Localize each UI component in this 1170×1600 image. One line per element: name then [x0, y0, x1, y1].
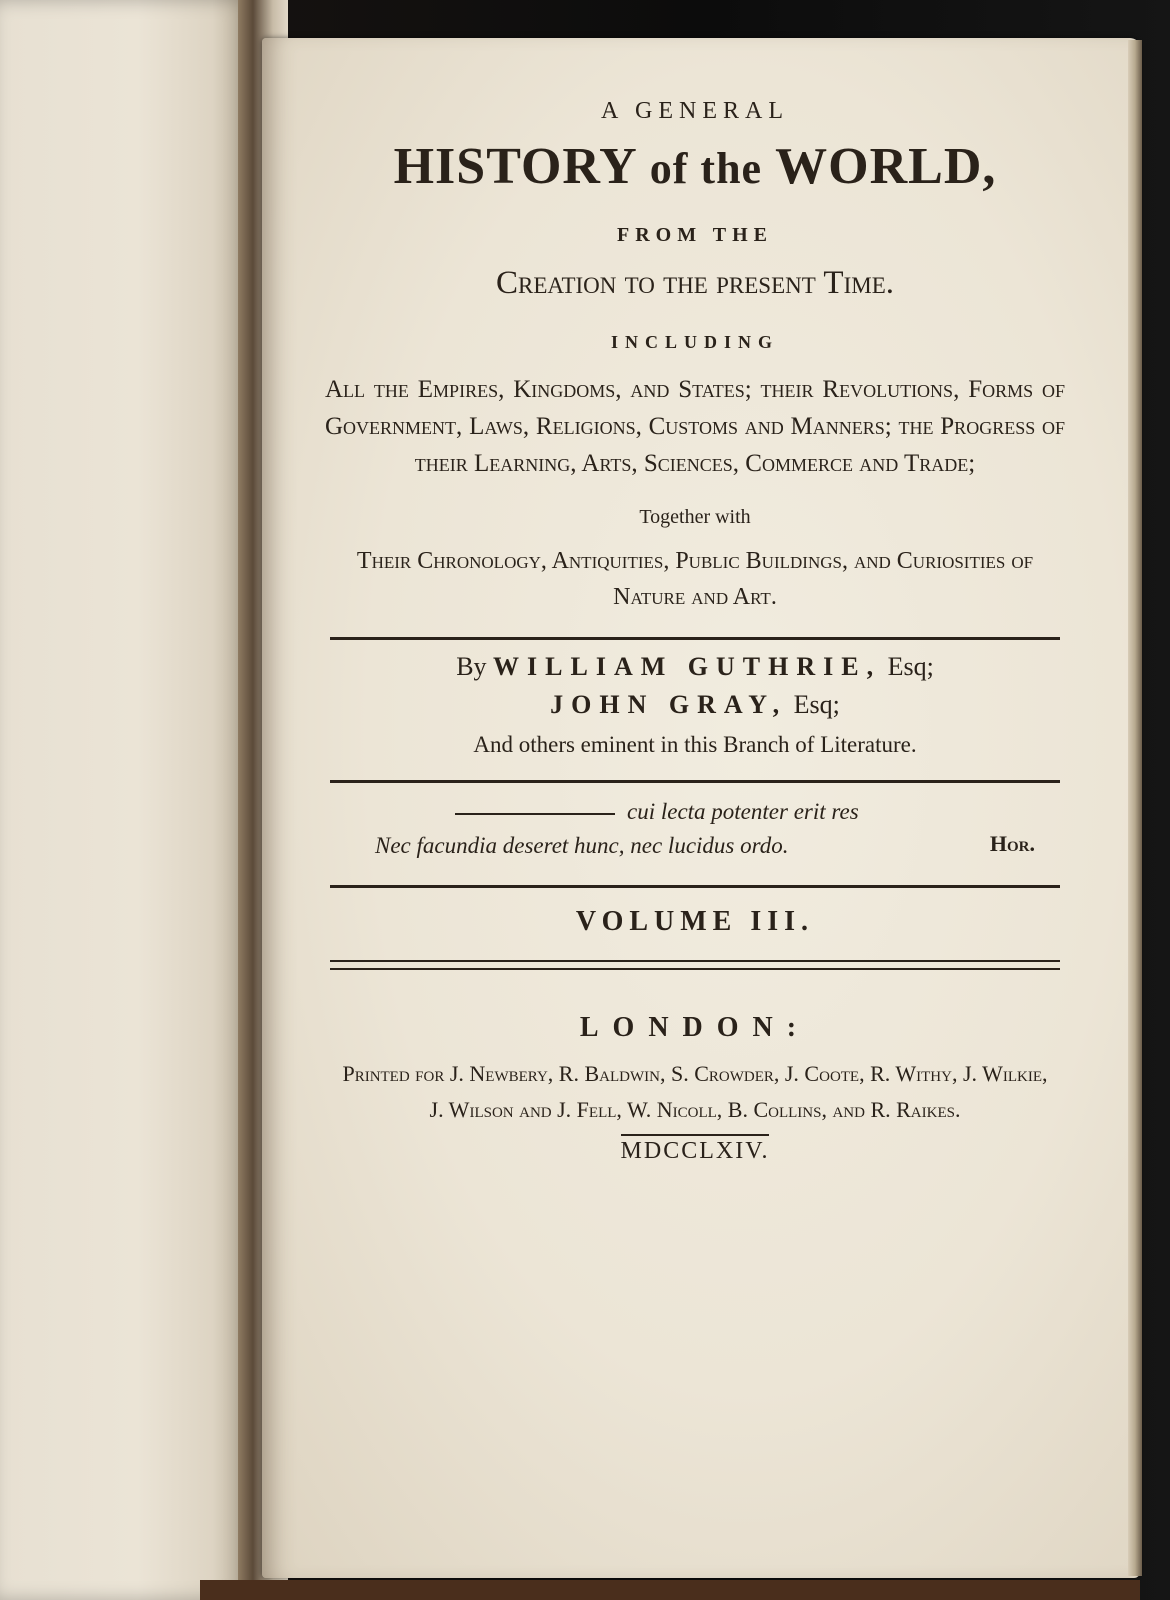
page-edge — [1128, 40, 1142, 1576]
author-gray: JOHN GRAY, — [550, 690, 788, 719]
title-page-text — [300, 60, 1090, 1165]
volume-number: VOLUME III. — [575, 906, 815, 937]
epigraph-line-1 — [355, 795, 1035, 829]
title-of-the: of the — [649, 144, 763, 193]
epigraph-line-2: Nec facundia deseret hunc, nec lucidus ordo. — [375, 833, 789, 858]
including-label: INCLUDING — [610, 332, 779, 352]
imprint-printers: Printed for J. Newbery, R. Baldwin, S. Crowder, J. Coote, R. Withy, J. Wilkie, J. Wilson and J. Fell, W. Nicoll, B. Collins, and R. Raikes. — [342, 1061, 1048, 1122]
rule-1 — [330, 637, 1060, 640]
epigraph-line-1-text: cui lecta potenter erit res — [627, 799, 859, 824]
book-cover-edge — [200, 1580, 1140, 1600]
by-label: By — [456, 652, 487, 681]
author-line-2 — [300, 690, 1090, 720]
imprint-place: LONDON: — [579, 1012, 811, 1043]
other-authors: And others eminent in this Branch of Literature. — [473, 732, 917, 757]
epigraph — [355, 795, 1035, 863]
rule-2 — [330, 780, 1060, 783]
imprint-date: MDCCLXIV. — [621, 1134, 770, 1165]
rule-3 — [330, 885, 1060, 888]
creation-line: Creation to the present Time. — [496, 265, 894, 301]
author-guthrie-suffix: Esq; — [887, 652, 934, 681]
title-world: WORLD, — [775, 138, 997, 195]
epigraph-dash — [455, 813, 615, 815]
contents-description: All the Empires, Kingdoms, and States; their Revolutions, Forms of Government, Laws, Religions, Customs and Manners; the Progress of their Learning, Arts, Sciences, Commerce and Trade; — [325, 376, 1065, 477]
contents-description-2: Their Chronology, Antiquities, Public Buildings, and Curiosities of Nature and Art. — [356, 548, 1034, 610]
title-line-1: A GENERAL — [601, 98, 789, 124]
author-gray-suffix: Esq; — [793, 690, 840, 719]
together-with: Together with — [639, 506, 751, 528]
main-title — [300, 137, 1090, 196]
left-page — [0, 0, 250, 1600]
author-line-1 — [300, 652, 1090, 682]
epigraph-attribution: Hor. — [989, 831, 1035, 856]
from-the: FROM THE — [617, 224, 773, 246]
rule-4 — [330, 960, 1060, 962]
author-guthrie: WILLIAM GUTHRIE, — [493, 652, 882, 681]
title-history: HISTORY — [393, 138, 636, 195]
